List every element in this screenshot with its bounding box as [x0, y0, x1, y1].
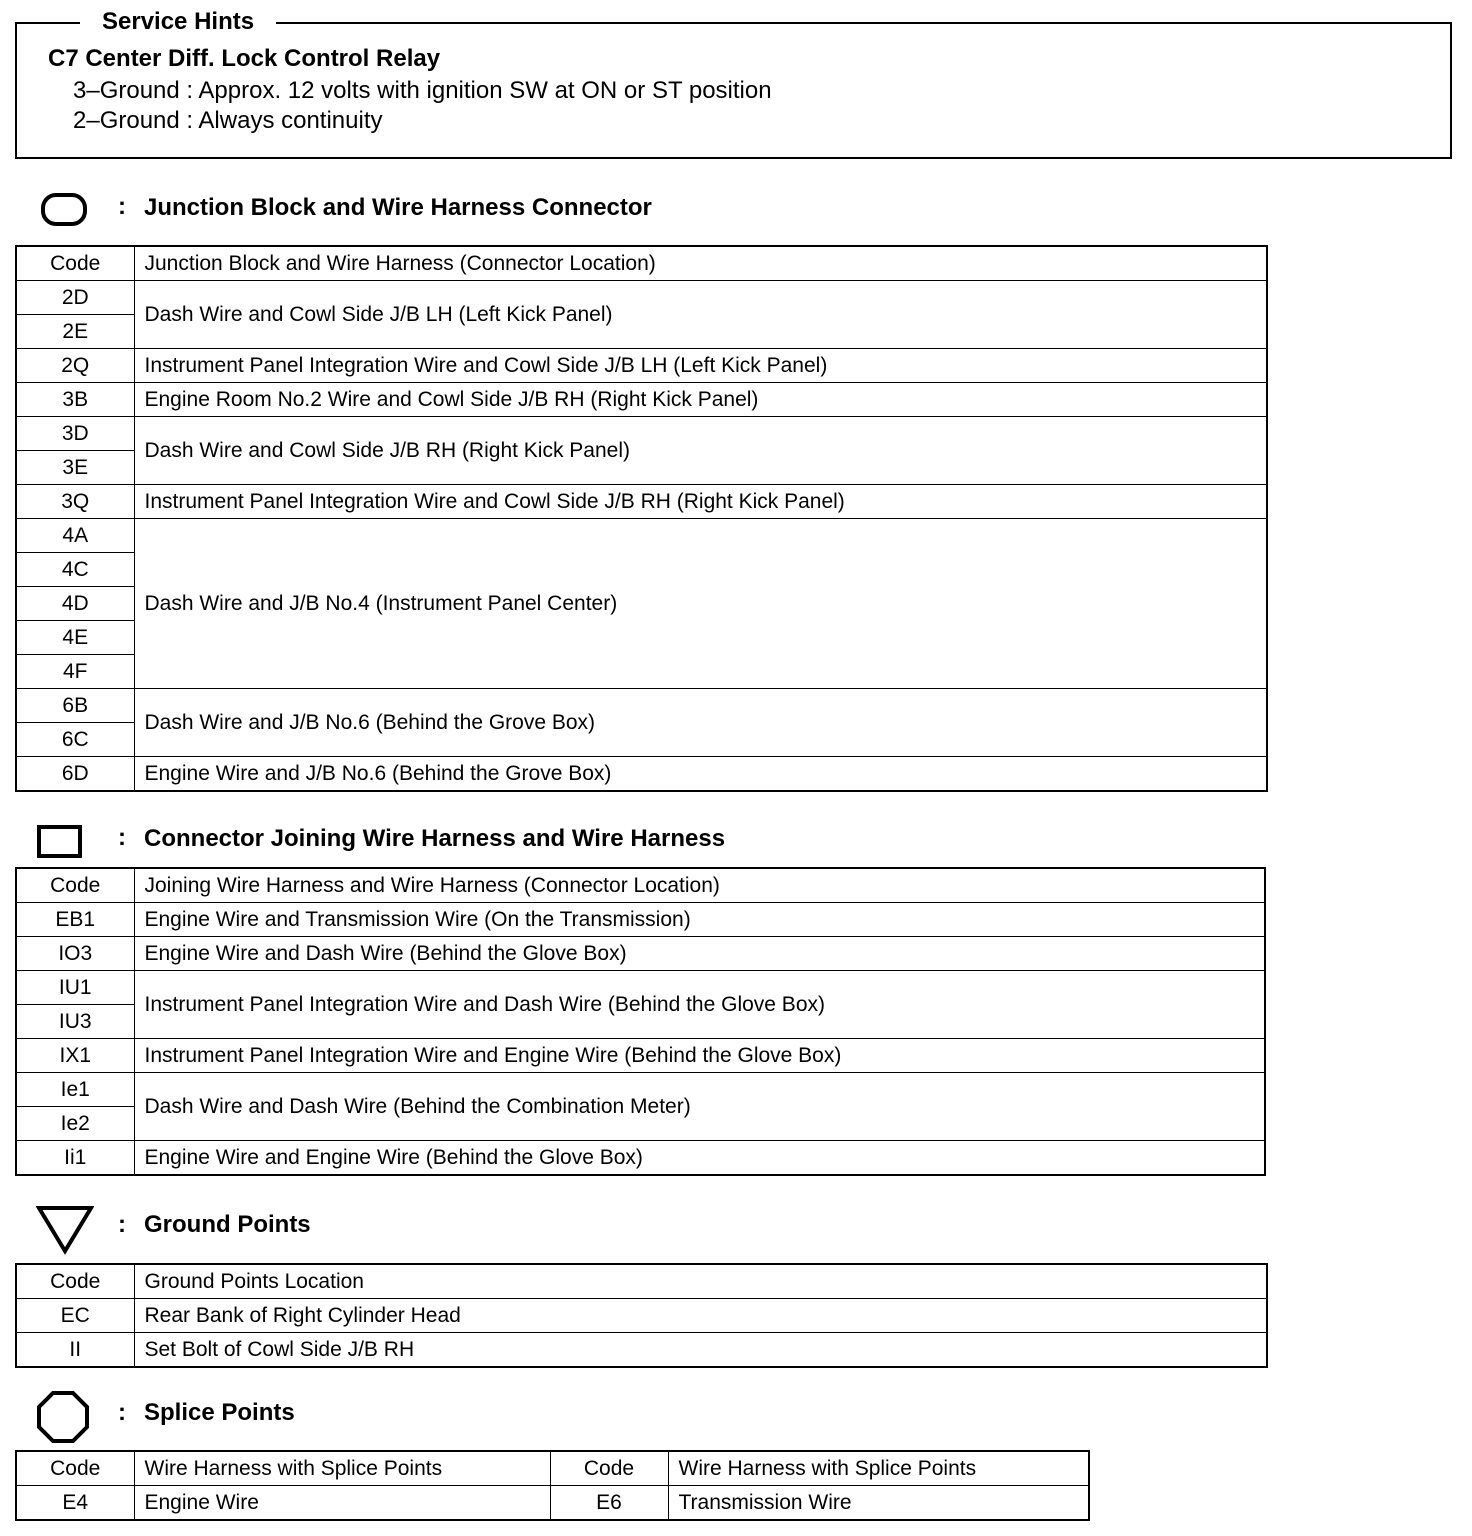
code-cell: 2E	[16, 315, 134, 349]
location-cell: Dash Wire and Cowl Side J/B RH (Right Kick Panel)	[134, 417, 1267, 485]
junction-section-title: Junction Block and Wire Harness Connector	[144, 194, 652, 221]
code-cell: 3D	[16, 417, 134, 451]
table-row	[16, 1039, 1265, 1073]
splice-section-title: Splice Points	[144, 1399, 295, 1426]
code-cell: 2Q	[16, 349, 134, 383]
triangle-ground-icon	[36, 1205, 94, 1255]
table-row	[16, 1073, 1265, 1107]
code-cell: EB1	[16, 903, 134, 937]
table-row	[16, 1486, 1089, 1521]
code-cell: E4	[16, 1486, 134, 1521]
square-connector-icon	[36, 824, 84, 860]
table-header-row	[16, 246, 1267, 281]
code-cell: 4D	[16, 587, 134, 621]
code-cell: 4C	[16, 553, 134, 587]
section-colon: :	[118, 824, 126, 851]
harness-cell: Transmission Wire	[668, 1486, 1089, 1521]
code-cell: 3Q	[16, 485, 134, 519]
code-cell: Ie1	[16, 1073, 134, 1107]
rounded-rect-icon	[40, 192, 88, 228]
code-cell: Ii1	[16, 1141, 134, 1176]
code-cell: 6C	[16, 723, 134, 757]
table-header-row	[16, 1264, 1267, 1299]
section-colon: :	[118, 193, 126, 220]
splice-table	[15, 1450, 1090, 1521]
header-code: Code	[550, 1451, 668, 1486]
code-cell: 4A	[16, 519, 134, 553]
table-row	[16, 519, 1267, 553]
location-cell: Rear Bank of Right Cylinder Head	[134, 1299, 1267, 1333]
table-row	[16, 971, 1265, 1005]
location-cell: Set Bolt of Cowl Side J/B RH	[134, 1333, 1267, 1368]
table-row	[16, 757, 1267, 792]
octagon-splice-icon	[36, 1390, 90, 1444]
table-row	[16, 903, 1265, 937]
connector-section-title: Connector Joining Wire Harness and Wire Harness	[144, 825, 726, 852]
header-code: Code	[16, 1264, 134, 1299]
header-location: Junction Block and Wire Harness (Connector Location)	[134, 246, 1267, 281]
header-harness: Wire Harness with Splice Points	[668, 1451, 1089, 1486]
header-location: Ground Points Location	[134, 1264, 1267, 1299]
table-row	[16, 383, 1267, 417]
code-cell: EC	[16, 1299, 134, 1333]
section-colon: :	[118, 1399, 126, 1426]
table-row	[16, 1333, 1267, 1368]
location-cell: Instrument Panel Integration Wire and Cowl Side J/B RH (Right Kick Panel)	[134, 485, 1267, 519]
code-cell: 6D	[16, 757, 134, 792]
code-cell: II	[16, 1333, 134, 1368]
table-row	[16, 1141, 1265, 1176]
location-cell: Engine Wire and Dash Wire (Behind the Glove Box)	[134, 937, 1265, 971]
location-cell: Dash Wire and J/B No.6 (Behind the Grove Box)	[134, 689, 1267, 757]
location-cell: Dash Wire and J/B No.4 (Instrument Panel Center)	[134, 519, 1267, 689]
ground-section-title: Ground Points	[144, 1211, 311, 1238]
table-row	[16, 937, 1265, 971]
header-location: Joining Wire Harness and Wire Harness (Connector Location)	[134, 868, 1265, 903]
location-cell: Dash Wire and Dash Wire (Behind the Combination Meter)	[134, 1073, 1265, 1141]
code-cell: 2D	[16, 281, 134, 315]
relay-heading: C7 Center Diff. Lock Control Relay	[48, 45, 441, 72]
location-cell: Engine Room No.2 Wire and Cowl Side J/B RH (Right Kick Panel)	[134, 383, 1267, 417]
table-row	[16, 417, 1267, 451]
service-hints-title: Service Hints	[80, 7, 276, 37]
location-cell: Instrument Panel Integration Wire and Engine Wire (Behind the Glove Box)	[134, 1039, 1265, 1073]
header-harness: Wire Harness with Splice Points	[134, 1451, 550, 1486]
location-cell: Engine Wire and Transmission Wire (On the Transmission)	[134, 903, 1265, 937]
code-cell: 4E	[16, 621, 134, 655]
hint-line: 3–Ground : Approx. 12 volts with ignition SW at ON or ST position	[73, 77, 772, 104]
ground-table	[15, 1263, 1268, 1368]
table-header-row	[16, 1451, 1089, 1486]
location-cell: Instrument Panel Integration Wire and Cowl Side J/B LH (Left Kick Panel)	[134, 349, 1267, 383]
code-cell: IU1	[16, 971, 134, 1005]
table-row	[16, 349, 1267, 383]
code-cell: 3B	[16, 383, 134, 417]
table-row	[16, 281, 1267, 315]
hint-line: 2–Ground : Always continuity	[73, 107, 383, 134]
code-cell: 3E	[16, 451, 134, 485]
location-cell: Dash Wire and Cowl Side J/B LH (Left Kick Panel)	[134, 281, 1267, 349]
location-cell: Instrument Panel Integration Wire and Dash Wire (Behind the Glove Box)	[134, 971, 1265, 1039]
table-header-row	[16, 868, 1265, 903]
header-code: Code	[16, 868, 134, 903]
harness-cell: Engine Wire	[134, 1486, 550, 1521]
code-cell: 4F	[16, 655, 134, 689]
code-cell: Ie2	[16, 1107, 134, 1141]
code-cell: IO3	[16, 937, 134, 971]
table-row	[16, 485, 1267, 519]
junction-table	[15, 245, 1268, 792]
location-cell: Engine Wire and J/B No.6 (Behind the Grove Box)	[134, 757, 1267, 792]
location-cell: Engine Wire and Engine Wire (Behind the Glove Box)	[134, 1141, 1265, 1176]
table-row	[16, 1299, 1267, 1333]
header-code: Code	[16, 246, 134, 281]
code-cell: IU3	[16, 1005, 134, 1039]
code-cell: IX1	[16, 1039, 134, 1073]
header-code: Code	[16, 1451, 134, 1486]
table-row	[16, 689, 1267, 723]
section-colon: :	[118, 1211, 126, 1238]
code-cell: E6	[550, 1486, 668, 1521]
connector-table	[15, 867, 1266, 1176]
code-cell: 6B	[16, 689, 134, 723]
